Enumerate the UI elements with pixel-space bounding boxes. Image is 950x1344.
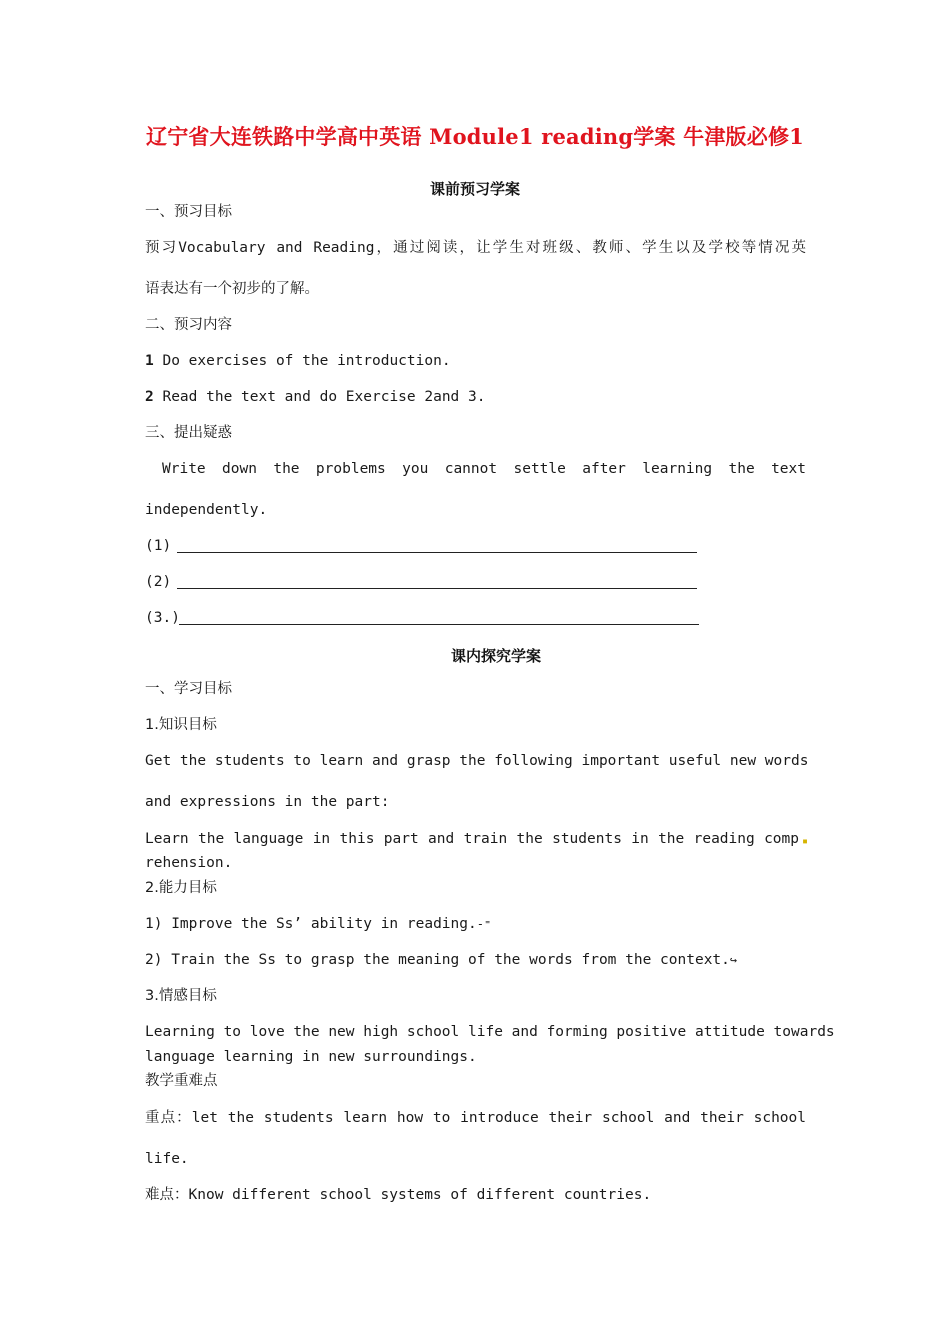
- ability-goal-item-1: [145, 914, 491, 934]
- preview-goal-title: 一、预习目标: [145, 204, 232, 220]
- knowledge-goal-text-line1: Get the students to learn and grasp the following important useful new words: [145, 753, 809, 769]
- knowledge-goal-title: 1.知识目标: [145, 717, 217, 733]
- blank-label-3: (3.): [145, 610, 180, 626]
- knowledge-goal-text-line4: rehension.: [145, 855, 233, 871]
- preview-questions-text-line2: independently.: [145, 502, 268, 518]
- paragraph-mark-icon: ↪: [729, 953, 738, 967]
- preview-goal-text-line1: 预习Vocabulary and Reading，通过阅读，让学生对班级、教师、学生以及学校等情况英: [145, 240, 806, 256]
- preview-item-2-text: Read the text and do Exercise 2and 3.: [162, 389, 486, 405]
- ability-goal-item-2: [145, 950, 737, 970]
- emotion-goal-text-line2: language learning in new surroundings.: [145, 1049, 477, 1065]
- preview-item-1: [145, 351, 451, 371]
- document-title: 辽宁省大连铁路中学高中英语 Module1 reading学案 牛津版必修1: [146, 124, 804, 149]
- knowledge-goal-text-line2: and expressions in the part:: [145, 794, 390, 810]
- preview-goal-text-line2: 语表达有一个初步的了解。: [145, 281, 319, 297]
- key-point-text: let the students learn how to introduce their school and their school: [191, 1110, 806, 1126]
- ability-goal-item-1-text: 1) Improve the Ss’ ability in reading.: [145, 916, 477, 932]
- inclass-section-heading: 课内探究学案: [450, 647, 541, 665]
- preview-section-heading: 课前预习学案: [429, 180, 520, 198]
- paragraph-mark-icon: -⁼: [476, 917, 492, 931]
- preview-item-1-number: 1: [145, 353, 154, 369]
- emotion-goal-text-line1: Learning to love the new high school life and forming positive attitude towards: [145, 1024, 835, 1040]
- ability-goal-title: 2.能力目标: [145, 880, 217, 896]
- key-point-label: 重点：: [145, 1110, 192, 1126]
- blank-label-2: (2): [145, 574, 172, 590]
- answer-blank-1[interactable]: [177, 552, 697, 553]
- blank-label-1: (1): [145, 538, 172, 554]
- emotion-goal-title: 3.情感目标: [145, 988, 217, 1004]
- key-point-line2: life.: [145, 1151, 189, 1167]
- key-difficult-points-title: 教学重难点: [145, 1073, 218, 1089]
- preview-item-2-number: 2: [145, 389, 154, 405]
- preview-item-1-text: Do exercises of the introduction.: [162, 353, 451, 369]
- difficult-point-text: Know different school systems of different countries.: [188, 1187, 652, 1203]
- answer-blank-3[interactable]: [179, 624, 699, 625]
- preview-content-title: 二、预习内容: [145, 317, 232, 333]
- answer-blank-2[interactable]: [177, 588, 697, 589]
- preview-item-2: [145, 387, 485, 407]
- edit-mark-icon: ▪: [802, 836, 809, 847]
- preview-questions-title: 三、提出疑惑: [145, 425, 232, 441]
- inclass-goal-title: 一、学习目标: [145, 681, 232, 697]
- knowledge-goal-text-line3: Learn the language in this part and train the students in the reading comp: [145, 831, 799, 847]
- difficult-point-line: [145, 1185, 651, 1205]
- preview-questions-text-line1: Write down the problems you cannot settle after learning the text: [162, 461, 806, 477]
- difficult-point-label: 难点：: [145, 1187, 189, 1203]
- key-point-line1: [145, 1108, 806, 1128]
- ability-goal-item-2-text: 2) Train the Ss to grasp the meaning of the words from the context.: [145, 952, 730, 968]
